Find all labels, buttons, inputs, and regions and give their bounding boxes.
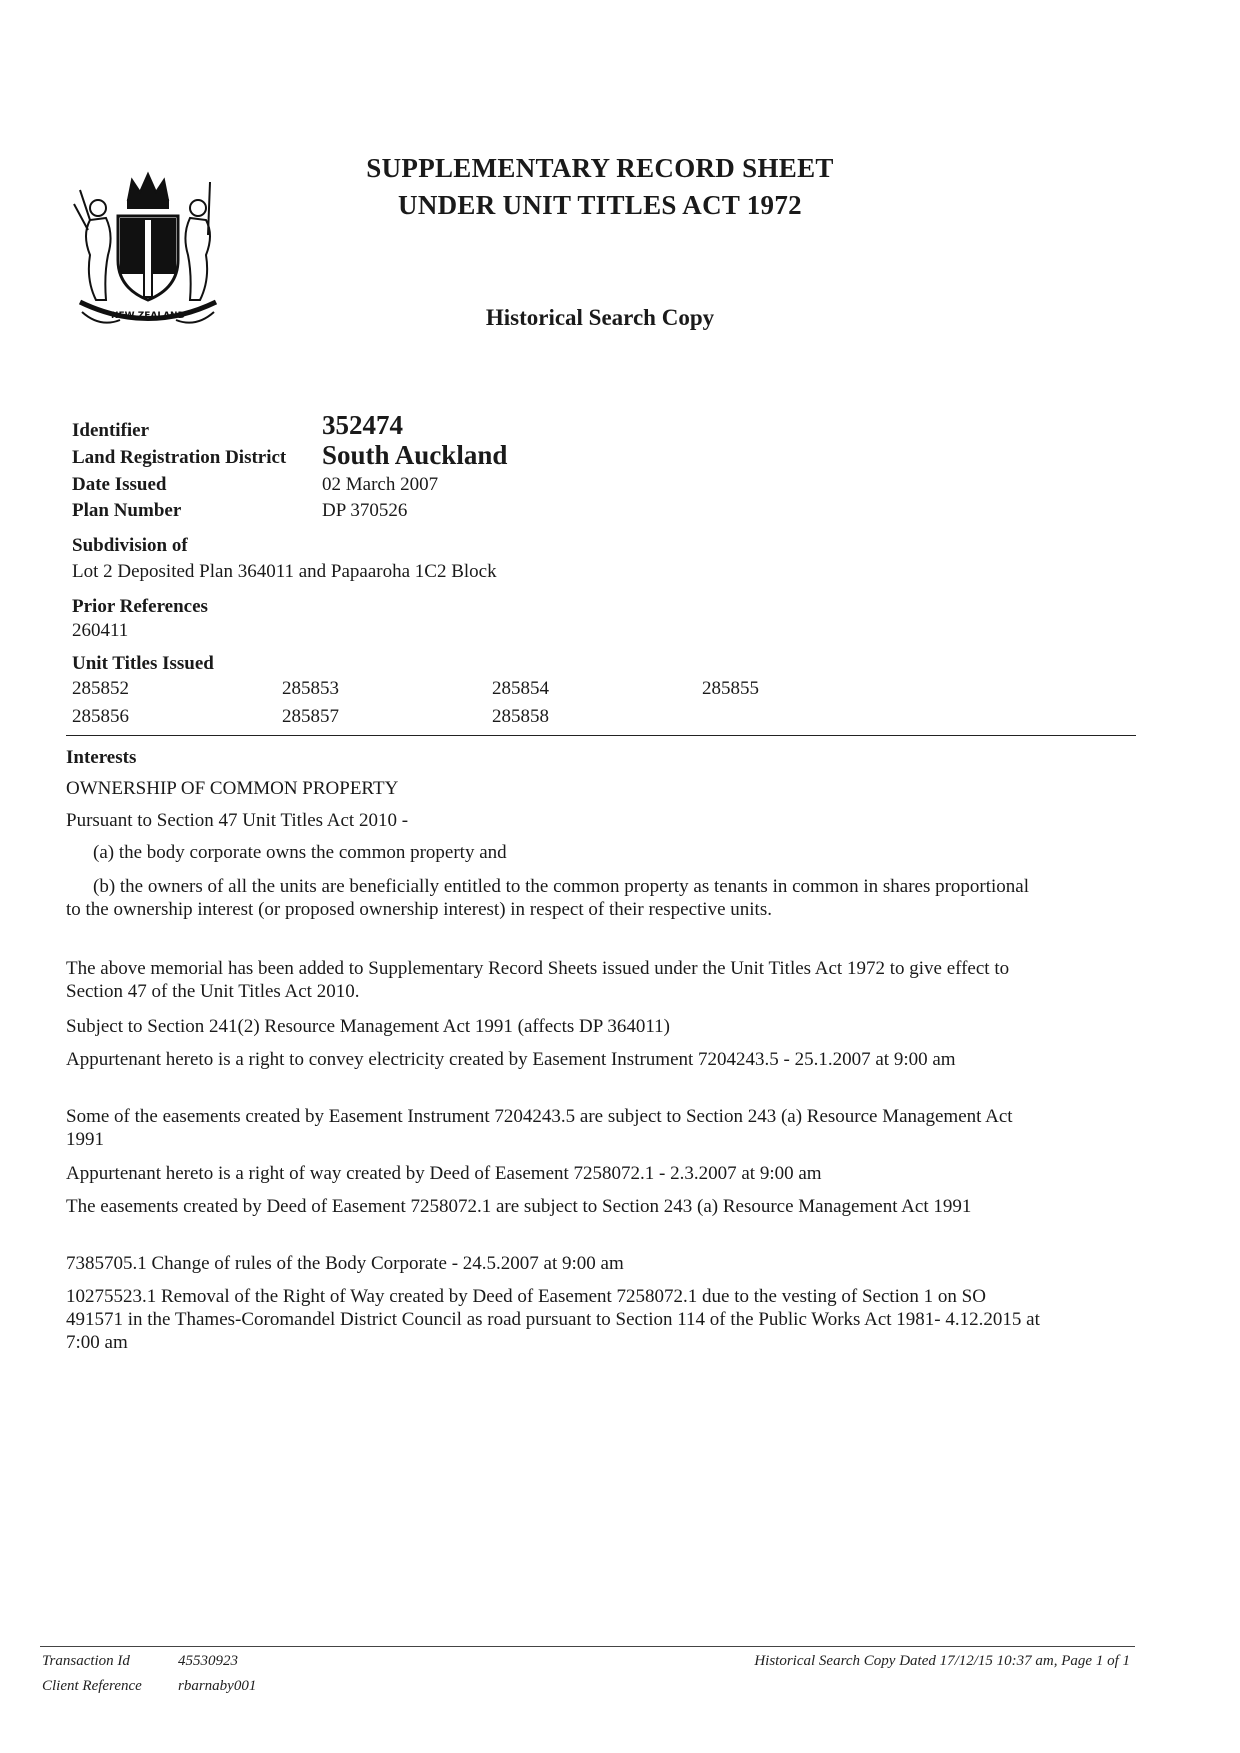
unit-title-cell: 285854 <box>492 678 549 699</box>
interests-label: Interests <box>66 747 137 768</box>
client-reference-value: rbarnaby001 <box>178 1678 257 1694</box>
transaction-id-value: 45530923 <box>178 1653 238 1669</box>
interest-paragraph: The above memorial has been added to Supplementary Record Sheets issued under the Unit Titles Act 1972 to give effect to Section 47 of the Unit Titles Act 2010. <box>66 958 1010 1002</box>
interest-paragraph: (b) the owners of all the units are beneficially entitled to the common property as tenants in common in shares proportional to the ownership interest (or proposed ownership interest) in respect of their respective units. <box>66 876 1030 920</box>
identifier-label: Identifier <box>72 420 150 441</box>
prior-references-value: 260411 <box>72 620 129 641</box>
plan-number-value: DP 370526 <box>322 500 408 521</box>
interest-paragraph: 10275523.1 Removal of the Right of Way created by Deed of Easement 7258072.1 due to the vesting of Section 1 on SO 491571 in the Thames-Coromandel District Council as road pursuant to Section 114 of the Public Works Act 1981- 4.12.2015 at 7:00 am <box>66 1286 1040 1353</box>
unit-titles-label: Unit Titles Issued <box>72 653 214 674</box>
plan-number-label: Plan Number <box>72 500 182 521</box>
document-title-line1: SUPPLEMENTARY RECORD SHEET <box>366 153 834 183</box>
subdivision-value: Lot 2 Deposited Plan 364011 and Papaaroha 1C2 Block <box>72 561 497 582</box>
unit-title-cell: 285853 <box>282 678 339 699</box>
footer-divider <box>40 1646 1135 1647</box>
unit-title-cell: 285852 <box>72 678 129 699</box>
district-value: South Auckland <box>322 440 508 470</box>
unit-title-cell: 285856 <box>72 706 129 727</box>
svg-text:NEW ZEALAND: NEW ZEALAND <box>110 311 186 321</box>
unit-title-cell: 285855 <box>702 678 759 699</box>
document-subtitle: Historical Search Copy <box>485 305 715 330</box>
unit-title-cell: 285858 <box>492 706 549 727</box>
search-copy-dated: Historical Search Copy Dated 17/12/15 10:37 am, Page 1 of 1 <box>754 1653 1130 1669</box>
coat-of-arms-icon <box>60 160 235 335</box>
interest-paragraph: Subject to Section 241(2) Resource Management Act 1991 (affects DP 364011) <box>66 1016 670 1037</box>
interest-paragraph: OWNERSHIP OF COMMON PROPERTY <box>66 778 399 799</box>
interest-paragraph: The easements created by Deed of Easement 7258072.1 are subject to Section 243 (a) Resource Management Act 1991 <box>66 1196 972 1217</box>
document-title-line2: UNDER UNIT TITLES ACT 1972 <box>398 190 802 220</box>
client-reference-label: Client Reference <box>42 1678 142 1694</box>
interest-paragraph: 7385705.1 Change of rules of the Body Corporate - 24.5.2007 at 9:00 am <box>66 1253 624 1274</box>
unit-title-cell: 285857 <box>282 706 339 727</box>
identifier-value: 352474 <box>322 410 403 440</box>
interest-paragraph: Some of the easements created by Easement Instrument 7204243.5 are subject to Section 243 (a) Resource Management Act 1991 <box>66 1106 1013 1150</box>
date-issued-value: 02 March 2007 <box>322 474 439 495</box>
subdivision-label: Subdivision of <box>72 535 188 556</box>
prior-references-label: Prior References <box>72 596 208 617</box>
interest-paragraph: Pursuant to Section 47 Unit Titles Act 2010 - <box>66 810 409 831</box>
interest-paragraph: Appurtenant hereto is a right to convey electricity created by Easement Instrument 7204243.5 - 25.1.2007 at 9:00 am <box>66 1049 956 1070</box>
interest-paragraph: (a) the body corporate owns the common property and <box>93 842 507 863</box>
interest-paragraph: Appurtenant hereto is a right of way created by Deed of Easement 7258072.1 - 2.3.2007 at 9:00 am <box>66 1163 822 1184</box>
district-label: Land Registration District <box>72 447 287 468</box>
transaction-id-label: Transaction Id <box>42 1653 130 1669</box>
section-divider <box>66 735 1136 736</box>
date-issued-label: Date Issued <box>72 474 167 495</box>
